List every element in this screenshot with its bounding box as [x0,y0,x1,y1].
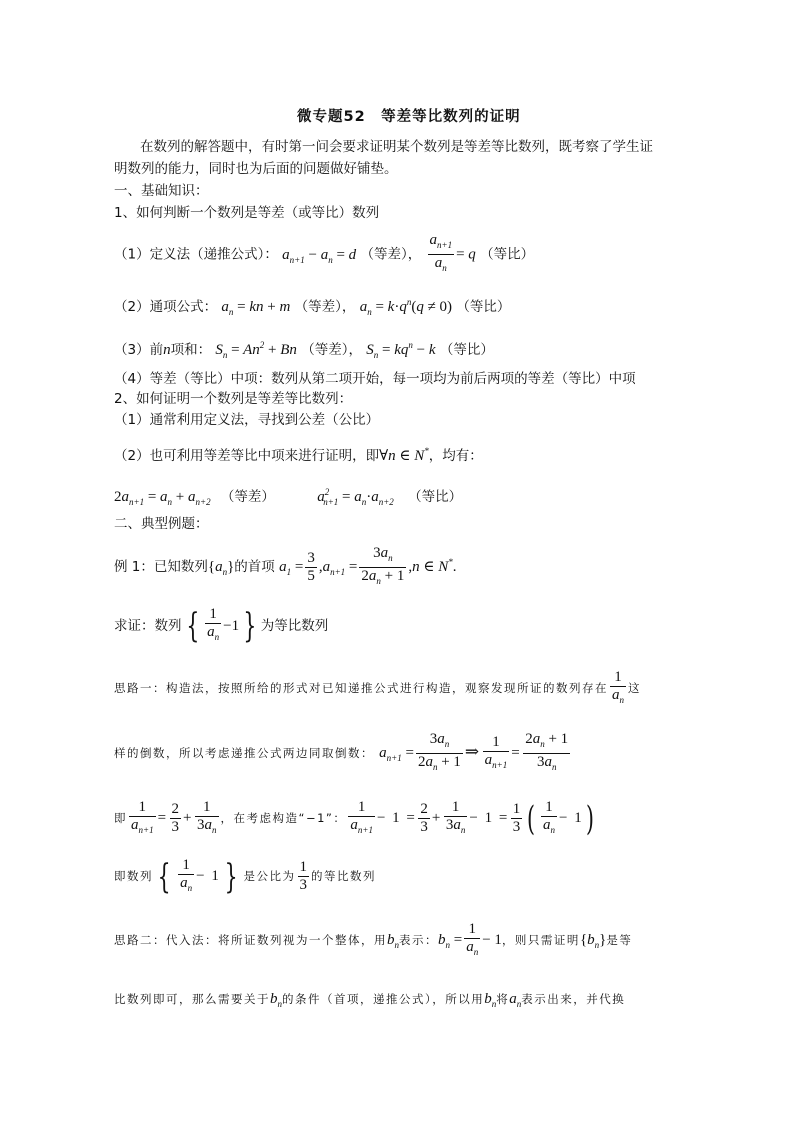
page-title: 微专题52 等差等比数列的证明 [297,109,521,125]
section-heading-examples: 二、典型例题： [114,516,209,532]
idea-1-conclusion: 即数列 { $\frac{1}{a_n}$ − 1 } 是公比为 $\frac{1}{3}$ 的等比数列 [114,856,376,897]
intro-line-1: 在数列的解答题中，有时第一问会要求证明某个数列是等差等比数列，既考察了学生证 [140,139,653,155]
idea-1-line-3: 即 $\frac{1}{a_{n+1}}$ = $\frac{2}{3}$ + $\frac{1}{3a_n}$ ，在考虑构造“−1”： $\frac{1}{a_{n+1}}$ − 1 = $\frac{2}{3}$ + $\frac{1}{3a_n}$ − 1 = $\frac{1}{3}$ ( $\frac{1}{a_n}$ − 1) [114,798,596,839]
prove-method-2: （2）也可利用等差等比中项来进行证明，即∀n ∈ N*，均有： [114,446,483,464]
intro-line-2: 明数列的能力，同时也为后面的问题做好铺垫。 [114,161,398,177]
section-heading-basics: 一、基础知识： [114,183,209,199]
general-term-line: （2）通项公式： $a_n$ = kn + m （等差）， $a_n = k\cdot q^n(q \ne 0)$ （等比） [114,297,511,317]
prove-statement: 求证：数列 { $\frac{1}{a_n}$ −1 } 为等比数列 [114,606,329,646]
idea-1-line-1: 思路一：构造法，按照所给的形式对已知递推公式进行构造，观察发现所证的数列存在 $\frac{1}{a_n}$ 这 [114,668,641,705]
middle-term-formulas: $2a_{n+1} = a_n + a_{n+2}$ （等差） $a^2_{n+1} = a_n\cdot a_{n+2}$ （等比） [114,487,463,507]
idea-2-line-1: 思路二：代入法：将所证数列视为一个整体，用$b_n$表示：$b_n$ = $\frac{1}{a_n}$ − 1，则只需证明$\{b_n\}$是等 [114,920,633,957]
question-prove: 2、如何证明一个数列是等差等比数列： [114,391,353,407]
partial-sum-line: （3）前n项和： $S_n = An^2 + Bn$ （等差）， $S_n = kq^n - k$ （等比） [114,340,494,360]
example-1-statement: 例 1：已知数列$\{a_n\}$的首项 $a_1$ = $\frac{3}{5}$ $,a_{n+1}$ = $\frac{3a_n}{2a_n + 1}$ ,n ∈ N*. [114,544,457,586]
definition-method-line: （1）定义法（递推公式）： $a_{n+1} - a_n = d$ （等差）， $\frac{a_{n+1}}{a_n}$ = q （等比） [114,232,535,273]
idea-2-line-2: 比数列即可，那么需要关于$b_n$的条件（首项，递推公式），所以用$b_n$将$a_n$表示出来，并代换 [114,991,626,1009]
question-judge: 1、如何判断一个数列是等差（或等比）数列 [114,205,380,221]
prove-method-1: （1）通常利用定义法，寻找到公差（公比） [114,412,380,428]
idea-1-line-2: 样的倒数，所以考虑递推公式两边同取倒数： $a_{n+1}$ = $\frac{3a_n}{2a_n + 1}$ ⇒ $\frac{1}{a_{n+1}}$ = $\frac{2a_n + 1}{3a_n}$ [114,731,569,772]
middle-term-line: （4）等差（等比）中项：数列从第二项开始，每一项均为前后两项的等差（等比）中项 [114,371,636,387]
